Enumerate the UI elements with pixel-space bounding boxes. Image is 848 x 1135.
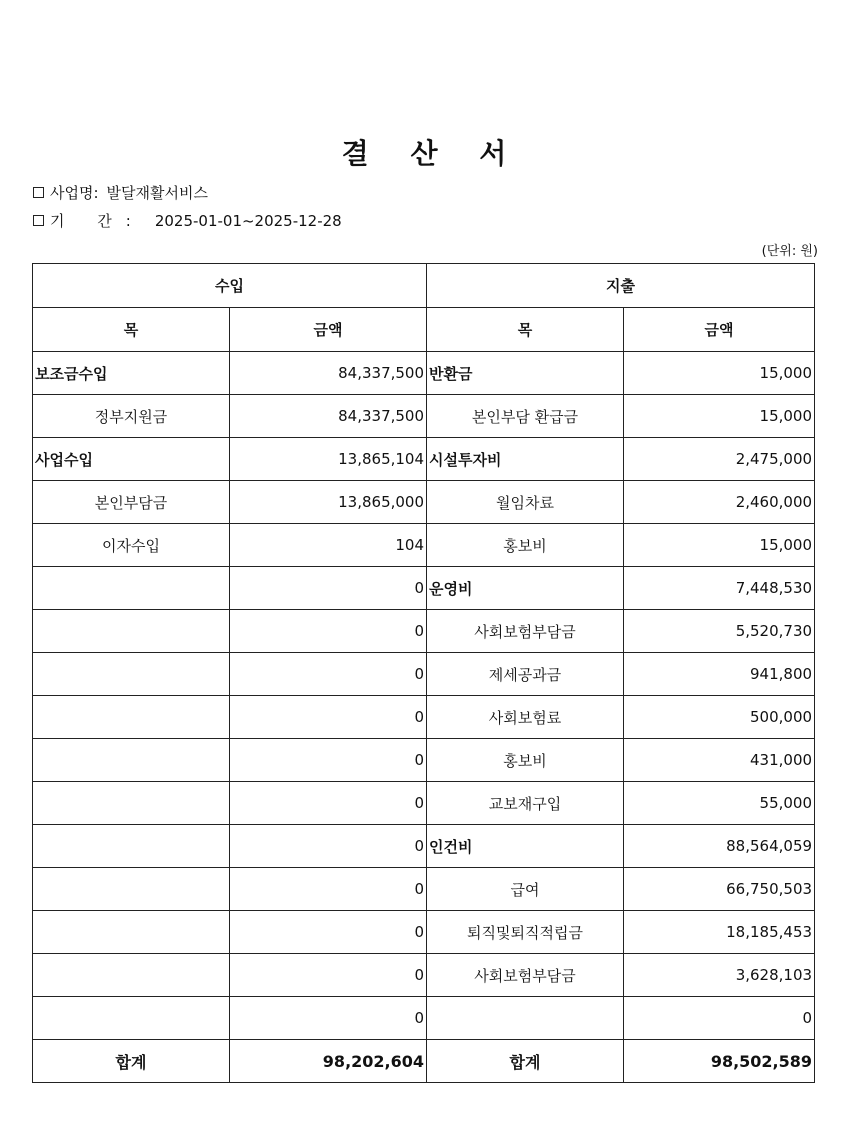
- expense-total-amount: 98,502,589: [624, 1040, 815, 1083]
- income-item-cell: [33, 954, 230, 997]
- table-row: [33, 782, 815, 825]
- income-amount-cell: 0: [230, 567, 427, 610]
- income-item-header: 목: [33, 308, 230, 352]
- expense-amount-cell: 941,800: [624, 653, 815, 696]
- table-header-row: [33, 264, 815, 308]
- document-title: 결 산 서: [341, 137, 523, 170]
- income-item-cell: [33, 739, 230, 782]
- table-row: [33, 825, 815, 868]
- period-row: [33, 210, 342, 231]
- table-row: [33, 524, 815, 567]
- business-name-value: 발달재활서비스: [106, 184, 208, 202]
- income-amount-cell: 0: [230, 610, 427, 653]
- expense-item-header: 목: [427, 308, 624, 352]
- income-header: 수입: [33, 264, 427, 308]
- income-item-cell: 보조금수입: [33, 352, 230, 395]
- income-item-cell: 이자수입: [33, 524, 230, 567]
- checkbox-icon: [33, 187, 44, 198]
- income-amount-cell: 84,337,500: [230, 395, 427, 438]
- income-item-cell: [33, 911, 230, 954]
- expense-amount-cell: 66,750,503: [624, 868, 815, 911]
- expense-amount-cell: 18,185,453: [624, 911, 815, 954]
- table-row: [33, 868, 815, 911]
- expense-item-cell: 제세공과금: [427, 653, 624, 696]
- table-row: [33, 997, 815, 1040]
- expense-amount-cell: 2,460,000: [624, 481, 815, 524]
- table-row: [33, 653, 815, 696]
- income-item-cell: 정부지원금: [33, 395, 230, 438]
- income-amount-cell: 0: [230, 696, 427, 739]
- expense-total-label: 합계: [427, 1040, 624, 1083]
- expense-item-cell: 인건비: [427, 825, 624, 868]
- expense-amount-cell: 15,000: [624, 524, 815, 567]
- income-item-cell: [33, 825, 230, 868]
- income-amount-cell: 0: [230, 911, 427, 954]
- expense-amount-cell: 431,000: [624, 739, 815, 782]
- expense-item-cell: 본인부담 환급금: [427, 395, 624, 438]
- expense-amount-cell: 7,448,530: [624, 567, 815, 610]
- expense-amount-cell: 3,628,103: [624, 954, 815, 997]
- expense-item-cell: 퇴직및퇴직적립금: [427, 911, 624, 954]
- income-amount-cell: 13,865,104: [230, 438, 427, 481]
- period-value: 2025-01-01~2025-12-28: [154, 211, 342, 230]
- income-item-cell: 본인부담금: [33, 481, 230, 524]
- table-row: [33, 352, 815, 395]
- income-item-cell: [33, 782, 230, 825]
- income-amount-header: 금액: [230, 308, 427, 352]
- expense-amount-cell: 55,000: [624, 782, 815, 825]
- expense-item-cell: 반환금: [427, 352, 624, 395]
- expense-header: 지출: [427, 264, 815, 308]
- income-item-cell: [33, 610, 230, 653]
- income-total-label: 합계: [33, 1040, 230, 1083]
- expense-item-cell: 교보재구입: [427, 782, 624, 825]
- expense-item-cell: 운영비: [427, 567, 624, 610]
- expense-item-cell: 사회보험부담금: [427, 954, 624, 997]
- table-subheader-row: [33, 308, 815, 352]
- table-row: [33, 395, 815, 438]
- settlement-table: [32, 263, 815, 1083]
- expense-amount-cell: 5,520,730: [624, 610, 815, 653]
- income-amount-cell: 84,337,500: [230, 352, 427, 395]
- business-name-label: 사업명:: [50, 184, 99, 202]
- expense-item-cell: 월임차료: [427, 481, 624, 524]
- expense-amount-cell: 88,564,059: [624, 825, 815, 868]
- income-item-cell: [33, 696, 230, 739]
- income-total-amount: 98,202,604: [230, 1040, 427, 1083]
- income-amount-cell: 0: [230, 954, 427, 997]
- income-item-cell: 사업수입: [33, 438, 230, 481]
- income-amount-cell: 13,865,000: [230, 481, 427, 524]
- expense-item-cell: [427, 997, 624, 1040]
- expense-item-cell: 홍보비: [427, 524, 624, 567]
- table-row: [33, 911, 815, 954]
- expense-amount-cell: 500,000: [624, 696, 815, 739]
- expense-item-cell: 사회보험료: [427, 696, 624, 739]
- expense-amount-cell: 0: [624, 997, 815, 1040]
- expense-amount-cell: 15,000: [624, 352, 815, 395]
- business-name-row: [33, 182, 208, 203]
- income-item-cell: [33, 567, 230, 610]
- unit-note: (단위: 원): [761, 244, 818, 259]
- table-row: [33, 739, 815, 782]
- income-amount-cell: 0: [230, 997, 427, 1040]
- period-label: 기 간:: [50, 212, 145, 230]
- income-amount-cell: 0: [230, 653, 427, 696]
- expense-item-cell: 급여: [427, 868, 624, 911]
- total-row: [33, 1040, 815, 1083]
- expense-item-cell: 홍보비: [427, 739, 624, 782]
- expense-item-cell: 시설투자비: [427, 438, 624, 481]
- expense-amount-cell: 15,000: [624, 395, 815, 438]
- checkbox-icon: [33, 215, 44, 226]
- income-item-cell: [33, 868, 230, 911]
- income-amount-cell: 0: [230, 739, 427, 782]
- table-row: [33, 481, 815, 524]
- expense-amount-cell: 2,475,000: [624, 438, 815, 481]
- income-amount-cell: 0: [230, 868, 427, 911]
- expense-item-cell: 사회보험부담금: [427, 610, 624, 653]
- table-row: [33, 610, 815, 653]
- expense-amount-header: 금액: [624, 308, 815, 352]
- income-item-cell: [33, 653, 230, 696]
- income-amount-cell: 0: [230, 782, 427, 825]
- table-row: [33, 567, 815, 610]
- table-row: [33, 954, 815, 997]
- table-row: [33, 696, 815, 739]
- income-item-cell: [33, 997, 230, 1040]
- table-row: [33, 438, 815, 481]
- income-amount-cell: 104: [230, 524, 427, 567]
- income-amount-cell: 0: [230, 825, 427, 868]
